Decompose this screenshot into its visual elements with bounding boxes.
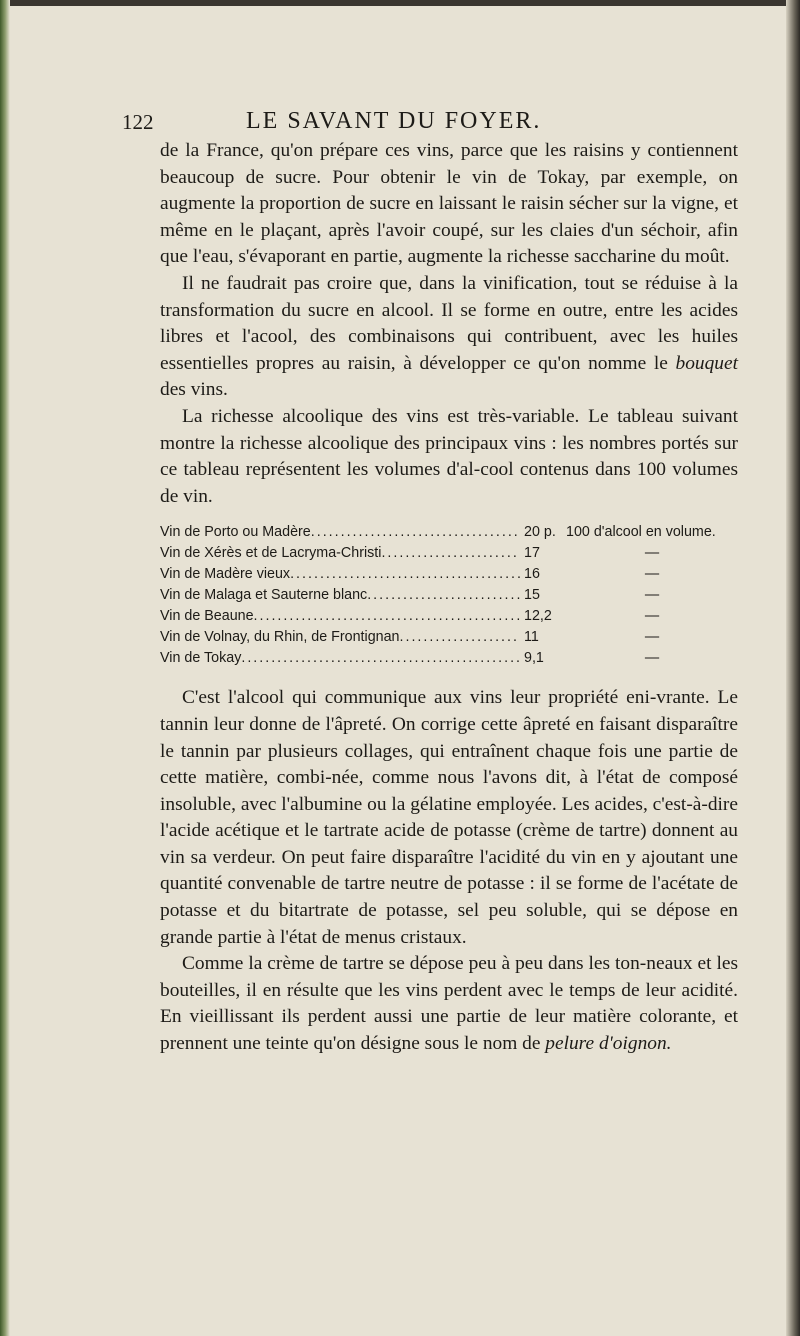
leader-dots	[311, 522, 520, 543]
wine-name: Vin de Xérès et de Lacryma-Christi	[160, 545, 382, 562]
paragraph-4: C'est l'alcool qui communique aux vins leur propriété eni-vrante. Le tannin leur donne de l'âpreté. On corrige cette âpreté en faisant disparaître le tannin par plusieurs collages, qui entraînent chaque fois une partie de cette matière, combi-née, comme nous l'avons dit, à l'état de composé insoluble, avec l'albumine ou la gélatine employée. Les acides, c'est-à-dire l'acide acétique et le tartrate acide de potasse (crème de tartre) donnent au vin sa verdeur. On peut faire disparaître l'acidité du vin en y ajoutant une quantité convenable de tartre neutre de potasse : il se forme de l'acétate de potasse et du bitartrate de potasse, sel peu soluble, qui se dépose en grande partie à l'état de menus cristaux.	[160, 687, 738, 948]
leader-dots	[241, 648, 520, 669]
table-row	[160, 648, 738, 669]
page-number: 122	[122, 110, 154, 134]
book-page	[122, 104, 738, 1058]
paragraph-3: La richesse alcoolique des vins est très-variable. Le tableau suivant montre la richesse alcoolique des principaux vins : les nombres portés sur ce tableau représentent les volumes d'al-cool contenus dans 100 volumes de vin.	[160, 405, 738, 507]
paragraph-5-italic: pelure d'oignon.	[545, 1033, 672, 1055]
wine-name: Vin de Tokay	[160, 650, 242, 667]
alcohol-value: 9,1	[524, 650, 544, 667]
wine-name: Vin de Malaga et Sauterne blanc	[160, 587, 368, 604]
table-row	[160, 522, 738, 543]
alcohol-value: 20 p.	[524, 524, 556, 541]
alcohol-value: 15	[524, 587, 540, 604]
alcohol-unit: —	[644, 629, 660, 646]
paragraph-2-end: des vins.	[160, 379, 228, 401]
table-row	[160, 606, 738, 627]
leader-dots	[290, 564, 520, 585]
paragraph-2-italic: bouquet	[675, 352, 738, 374]
paragraph-2-text: Il ne faudrait pas croire que, dans la vinification, tout se réduise à la transformation du sucre en alcool. Il se forme en outre, entre les acides libres et l'acool, des combinaisons qui contribuent, avec les huiles essentielles propres au raisin, à développer ce qu'on nomme le	[160, 272, 738, 374]
leader-dots	[367, 585, 520, 606]
page-left-edge	[0, 0, 10, 1336]
wine-name: Vin de Madère vieux	[160, 566, 291, 583]
paragraph-5	[160, 951, 738, 1057]
alcohol-unit: —	[644, 545, 660, 562]
wine-name: Vin de Porto ou Madère	[160, 524, 311, 541]
alcohol-value: 11	[524, 629, 539, 646]
table-row	[160, 564, 738, 585]
alcohol-unit: —	[644, 587, 660, 604]
wine-name: Vin de Volnay, du Rhin, de Frontignan	[160, 629, 400, 646]
paragraph-1: de la France, qu'on prépare ces vins, parce que les raisins y contiennent beaucoup de sucre. Pour obtenir le vin de Tokay, par exemple, on augmente la proportion de sucre en laissant le raisin sécher sur la vigne, et même en le plaçant, après l'avoir coupé, sur les claies d'un séchoir, afin que l'eau, s'évaporant en partie, augmente la richesse saccharine du moût.	[160, 140, 738, 268]
table-row	[160, 627, 738, 648]
alcohol-value: 12,2	[524, 608, 552, 625]
wine-alcohol-table	[160, 522, 738, 669]
alcohol-unit: —	[644, 650, 660, 667]
leader-dots	[254, 606, 520, 627]
alcohol-value: 16	[524, 566, 540, 583]
paragraph-5-text: Comme la crème de tartre se dépose peu à peu dans les ton-neaux et les bouteilles, il en résulte que les vins perdent avec le temps de leur acidité. En vieillissant ils perdent aussi une partie de leur matière colorante, et prennent une teinte qu'on désigne sous le nom de	[160, 953, 738, 1055]
table-row	[160, 585, 738, 606]
leader-dots	[381, 543, 520, 564]
alcohol-unit: —	[644, 608, 660, 625]
alcohol-value: 17	[524, 545, 540, 562]
alcohol-unit: —	[644, 566, 660, 583]
page-right-edge	[786, 0, 800, 1336]
table-row	[160, 543, 738, 564]
page-top-shadow	[0, 0, 800, 6]
page-header	[122, 104, 738, 138]
alcohol-unit: 100 d'alcool en volume.	[566, 524, 716, 541]
running-head: LE SAVANT DU FOYER.	[246, 108, 542, 134]
wine-name: Vin de Beaune	[160, 608, 254, 625]
leader-dots	[400, 627, 520, 648]
paragraph-2	[160, 271, 738, 404]
